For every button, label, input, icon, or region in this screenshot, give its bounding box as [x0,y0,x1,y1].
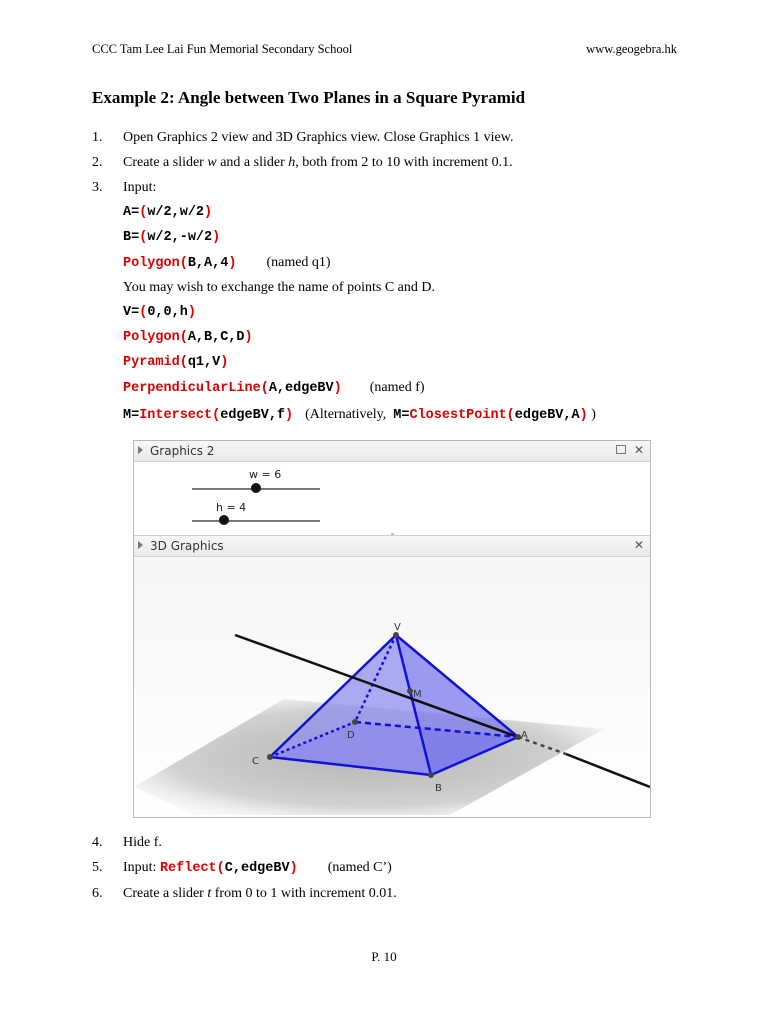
slider-w-label: w = 6 [249,468,282,481]
input-polygon-q1: Polygon(B,A,4) (named q1) [123,255,331,271]
slider-h-knob[interactable] [219,515,229,525]
page-title: Example 2: Angle between Two Planes in a Square Pyramid [92,88,526,107]
input-perpendicular-line: PerpendicularLine(A,edgeBV) (named f) [123,380,425,396]
step-3: 3. Input: [92,180,157,195]
input-polygon-abcd: Polygon(A,B,C,D) [123,330,253,345]
point-d[interactable] [352,719,358,725]
collapse-triangle-icon[interactable] [138,446,143,454]
graphics2-title: Graphics 2 [150,444,215,458]
header-website: www.geogebra.hk [586,42,677,56]
slider-h-label: h = 4 [216,501,247,514]
graphics3d-title: 3D Graphics [150,539,224,553]
input-pyramid: Pyramid(q1,V) [123,355,229,370]
step-6: 6. Create a slider t from 0 to 1 with increment 0.01. [92,886,397,901]
graphics2-titlebar [134,441,650,462]
step-5: 5. Input: Reflect(C,edgeBV) (named C’) [92,860,392,876]
label-b: B [435,783,442,794]
close-icon[interactable]: ✕ [633,538,644,552]
close-icon[interactable]: ✕ [633,443,644,457]
label-d: D [347,730,355,741]
point-c[interactable] [267,754,273,760]
page-number: P. 10 [371,949,397,964]
label-c: C [252,756,259,767]
hint-exchange-points: You may wish to exchange the name of points C and D. [123,280,435,295]
collapse-triangle-icon[interactable] [138,541,143,549]
3d-graphics-canvas[interactable] [134,557,650,817]
slider-h-track[interactable] [192,520,320,522]
step-1: 1. Open Graphics 2 view and 3D Graphics view. Close Graphics 1 view. [92,130,514,145]
input-a: A=(w/2,w/2) [123,205,213,220]
graphics3d-titlebar [134,535,650,557]
geogebra-window [133,440,651,818]
slider-w-knob[interactable] [251,483,261,493]
label-m: M [413,689,422,700]
point-b[interactable] [428,772,434,778]
step-2: 2. Create a slider w and a slider h, both from 2 to 10 with increment 0.1. [92,155,513,170]
undock-icon[interactable] [616,445,626,454]
label-a: A [521,730,528,741]
label-v: V [394,622,401,633]
step-4: 4. Hide f. [92,835,162,850]
input-m: M=Intersect(edgeBV,f) (Alternatively, M=ClosestPoint(edgeBV,A) ) [123,407,596,423]
input-v: V=(0,0,h) [123,305,196,320]
input-b: B=(w/2,-w/2) [123,230,221,245]
header-school: CCC Tam Lee Lai Fun Memorial Secondary School [92,42,353,56]
